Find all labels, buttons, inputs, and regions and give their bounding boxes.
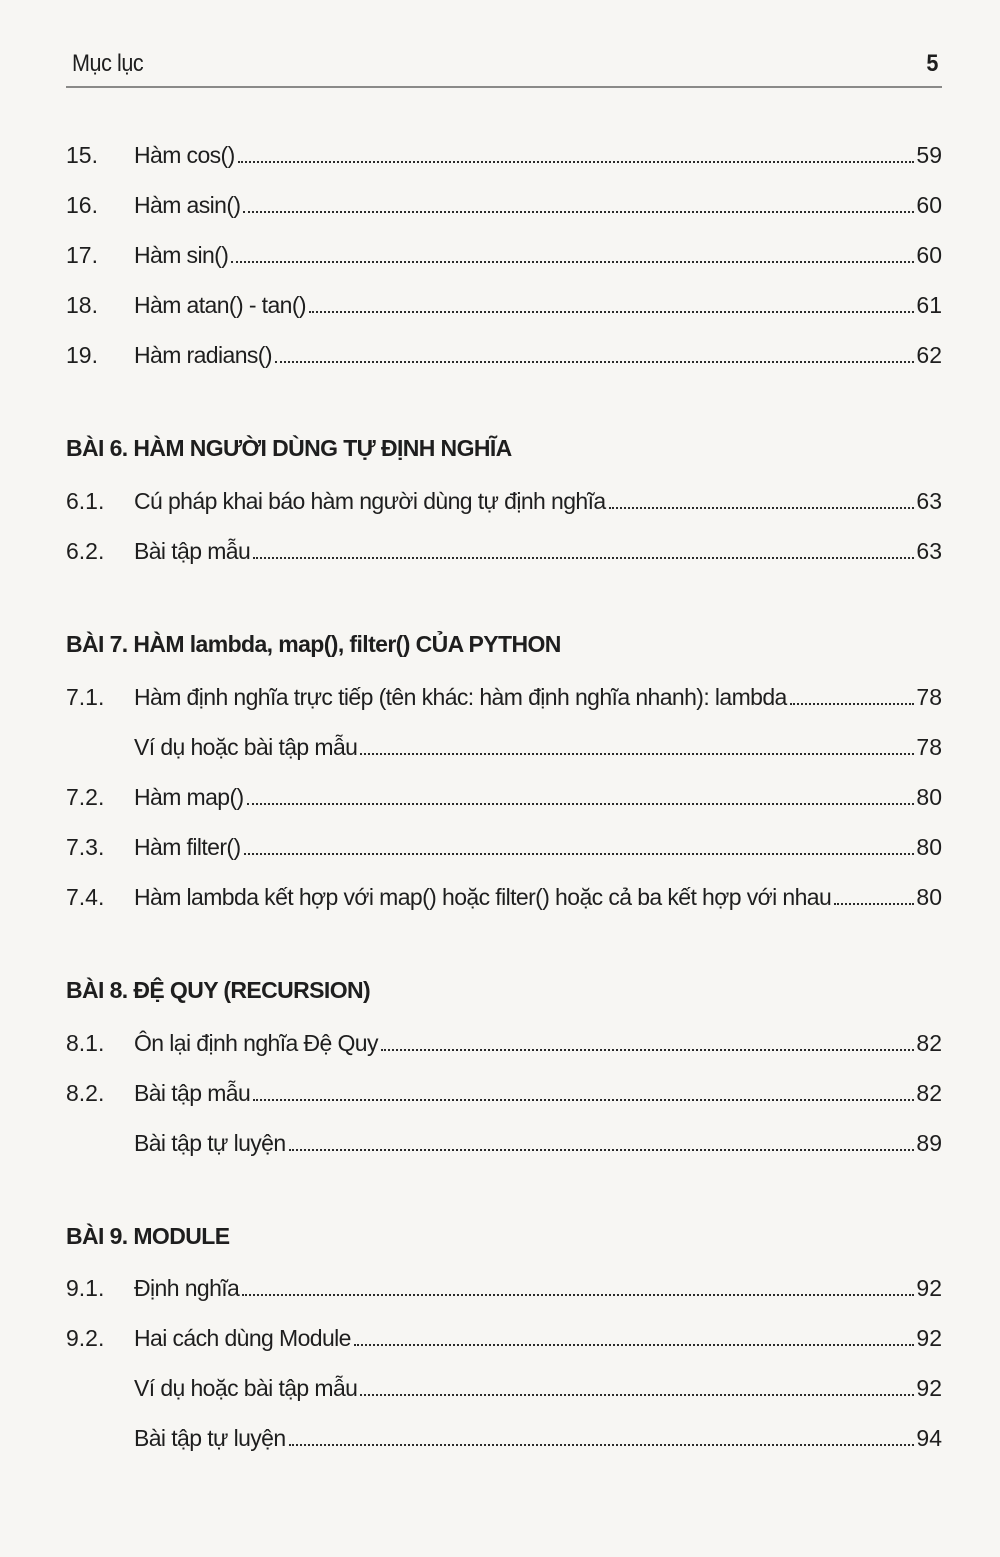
toc-entry [66,236,942,270]
toc-entry-label: Hàm filter() [134,834,241,860]
toc-entry [66,728,942,762]
toc-entry-label: Bài tập tự luyện [134,1130,286,1156]
toc-entry-number: 8.1. [66,1030,105,1056]
toc-entry-number: 8.2. [66,1080,105,1106]
toc-leader-dots [790,703,915,705]
toc-entry-page: 78 [916,734,942,760]
toc-leader-dots [360,1394,914,1396]
toc-leader-dots [381,1049,915,1051]
toc-entry-page: 80 [916,834,942,860]
toc-entry-label: Hàm định nghĩa trực tiếp (tên khác: hàm định nghĩa nhanh): lambda [134,684,787,710]
toc-entry-label: Hàm asin() [134,192,241,218]
toc-entry-label: Cú pháp khai báo hàm người dùng tự định nghĩa [134,488,606,514]
toc-entry-page: 82 [916,1080,942,1106]
toc-leader-dots [253,1099,914,1101]
toc-entry [66,678,942,712]
toc-entry [66,1074,942,1108]
toc-entry-number: 9.1. [66,1275,105,1301]
toc-entry-page: 59 [916,142,942,168]
toc-entry [66,1369,942,1403]
toc-entry-number: 6.2. [66,538,105,564]
toc-entry [66,828,942,862]
toc-leader-dots [231,261,914,263]
toc-entry-page: 92 [916,1375,942,1401]
toc-entry-number: 15. [66,142,98,168]
toc-entry-label: Ôn lại định nghĩa Đệ Quy [134,1030,378,1056]
toc-entry-page: 80 [916,884,942,910]
toc-entry-page: 94 [916,1425,942,1451]
toc-entry-page: 63 [916,538,942,564]
toc-leader-dots [289,1444,915,1446]
toc-entry-page: 80 [916,784,942,810]
toc-leader-dots [360,753,914,755]
toc-leader-dots [289,1149,915,1151]
toc-entry-number: 7.4. [66,884,105,910]
toc-entry [66,1124,942,1158]
toc-entry-label: Ví dụ hoặc bài tập mẫu [134,1375,358,1401]
toc-leader-dots [354,1344,915,1346]
toc-entry-page: 61 [916,292,942,318]
toc-entry-label: Hàm map() [134,784,244,810]
toc-entry-number: 9.2. [66,1325,105,1351]
toc-entry-number: 6.1. [66,488,105,514]
toc-entry-label: Hàm atan() - tan() [134,292,306,318]
toc-leader-dots [834,903,914,905]
toc-entry-number: 19. [66,342,98,368]
toc-entry-number: 16. [66,192,98,218]
toc-entry-page: 82 [916,1030,942,1056]
toc-entry [66,1419,942,1453]
toc-entry-page: 60 [916,242,942,268]
toc-entry-page: 78 [916,684,942,710]
toc-entry-label: Định nghĩa [134,1275,240,1301]
toc-entry-page: 92 [916,1275,942,1301]
toc-entry-page: 60 [916,192,942,218]
section-heading-bai-9: BÀI 9. MODULE [66,1223,230,1249]
toc-leader-dots [242,1294,914,1296]
toc-leader-dots [243,211,914,213]
toc-entry [66,286,942,320]
toc-entry-number: 7.3. [66,834,105,860]
toc-entry [66,336,942,370]
section-heading-bai-8: BÀI 8. ĐỆ QUY (RECURSION) [66,977,371,1003]
toc-entry [66,482,942,516]
toc-leader-dots [309,311,914,313]
toc-entry-number: 17. [66,242,98,268]
toc-entry [66,1024,942,1058]
toc-entry [66,532,942,566]
toc-entry-label: Bài tập tự luyện [134,1425,286,1451]
toc-entry [66,136,942,170]
toc-entry-page: 89 [916,1130,942,1156]
page-header [66,48,942,88]
toc-leader-dots [609,507,915,509]
section-heading-bai-6: BÀI 6. HÀM NGƯỜI DÙNG TỰ ĐỊNH NGHĨA [66,435,512,461]
toc-entry-label: Hai cách dùng Module [134,1325,351,1351]
toc-entry [66,1269,942,1303]
header-title: Mục lục [72,50,144,77]
toc-leader-dots [238,161,915,163]
toc-entry-label: Hàm radians() [134,342,272,368]
toc-entry-label: Ví dụ hoặc bài tập mẫu [134,734,358,760]
toc-entry [66,186,942,220]
toc-entry-label: Hàm sin() [134,242,229,268]
section-heading-bai-7: BÀI 7. HÀM lambda, map(), filter() CỦA PYTHON [66,631,561,657]
toc-entry-label: Hàm lambda kết hợp với map() hoặc filter() hoặc cả ba kết hợp với nhau [134,884,832,910]
header-page-number: 5 [925,50,938,77]
toc-entry-label: Bài tập mẫu [134,1080,251,1106]
toc-entry-number: 7.1. [66,684,105,710]
toc-entry-label: Hàm cos() [134,142,235,168]
toc-entry-page: 92 [916,1325,942,1351]
toc-entry-number: 7.2. [66,784,105,810]
toc-leader-dots [247,803,915,805]
toc-leader-dots [244,853,915,855]
toc-entry-number: 18. [66,292,98,318]
toc-entry [66,878,942,912]
toc-leader-dots [253,557,914,559]
toc-entry [66,1319,942,1353]
toc-entry-page: 62 [916,342,942,368]
toc-entry-page: 63 [916,488,942,514]
toc-entry-label: Bài tập mẫu [134,538,251,564]
toc-entry [66,778,942,812]
toc-leader-dots [275,361,915,363]
